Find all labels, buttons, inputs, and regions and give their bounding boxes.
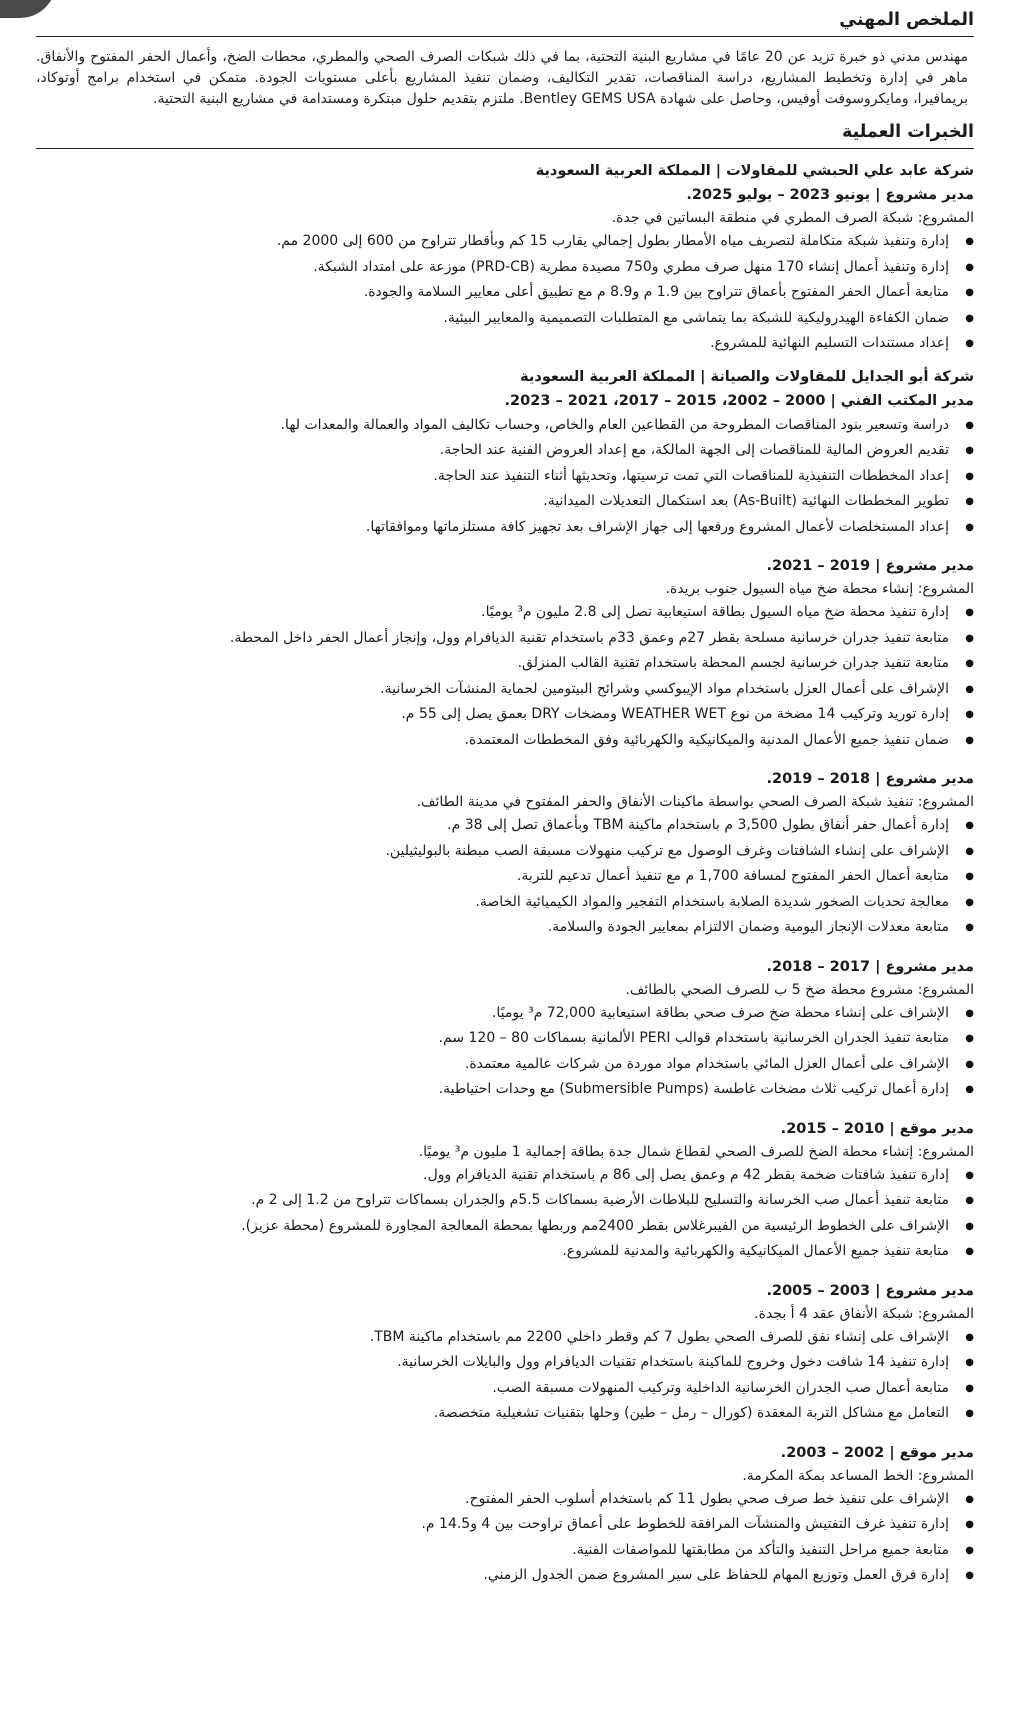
bullet-item: ● الإشراف على أعمال العزل باستخدام مواد الإيبوكسي وشرائح البيتومين لحماية المنشآت الخرسانية.: [36, 677, 949, 703]
role-title: مدير مشروع | 2019 – 2021.: [766, 558, 974, 574]
role-block: [36, 955, 974, 1103]
bullet-item: ● الإشراف على تنفيذ خط صرف صحي بطول 11 كم باستخدام أسلوب الحفر المفتوح.: [36, 1487, 949, 1513]
role-block: [36, 767, 974, 941]
bullet-item: ● متابعة جميع مراحل التنفيذ والتأكد من مطابقتها للمواصفات الفنية.: [36, 1538, 949, 1564]
project-line: المشروع: شبكة الأنفاق عقد 4 أ بجدة.: [754, 1305, 974, 1322]
bullet-item: ● إدارة تنفيذ غرف التفتيش والمنشآت المرافقة للخطوط على أعماق تراوحت بين 4 و14.5 م.: [36, 1512, 949, 1538]
bullet-item: ● متابعة تنفيذ جميع الأعمال الميكانيكية والكهربائية والمدنية للمشروع.: [36, 1239, 949, 1265]
bullet-list: [36, 1001, 974, 1103]
bullet-item: ● الإشراف على أعمال العزل المائي باستخدام مواد موردة من شركات عالمية معتمدة.: [36, 1052, 949, 1078]
bullet-list: [36, 813, 974, 941]
bullet-item: ● الإشراف على إنشاء محطة ضخ صرف صحي بطاقة استيعابية 72,000 م³ يوميًا.: [36, 1001, 949, 1027]
bullet-item: ● إعداد المستخلصات لأعمال المشروع ورفعها إلى جهاز الإشراف بعد تجهيز كافة مستلزماتها وموافقاتها.: [36, 515, 949, 541]
company-block: [36, 365, 974, 1589]
bullet-item: ● إدارة وتنفيذ شبكة متكاملة لتصريف مياه الأمطار بطول إجمالي يقارب 15 كم وبأقطار تتراوح من 600 إلى 2000 مم.: [36, 229, 949, 255]
bullet-item: ● متابعة أعمال الحفر المفتوح لمسافة 1,700 م مع تنفيذ أعمال تدعيم للتربة.: [36, 864, 949, 890]
role-title: مدير المكتب الفني | 2000 – 2002، 2015 – 2017، 2021 – 2023.: [504, 392, 974, 409]
role-block: [36, 389, 974, 541]
role-block: [36, 1441, 974, 1589]
bullet-item: ● إدارة وتنفيذ أعمال إنشاء 170 منهل صرف مطري و750 مصيدة مطرية (PRD-CB) موزعة على امتداد الشبكة.: [36, 255, 949, 281]
bullet-item: ● إعداد مستندات التسليم النهائية للمشروع.: [36, 331, 949, 357]
bullet-item: ● إعداد المخططات التنفيذية للمناقصات التي تمت ترسيتها، وتحديثها أثناء التنفيذ عند الحاجة.: [36, 464, 949, 490]
bullet-item: ● إدارة تنفيذ 14 شافت دخول وخروج للماكينة باستخدام تقنيات الديافرام وول والبايلات الخرسانية.: [36, 1350, 949, 1376]
role-title: مدير موقع | 2002 – 2003.: [780, 1444, 974, 1461]
bullet-item: ● متابعة تنفيذ أعمال صب الخرسانة والتسليح للبلاطات الأرضية بسماكات 5.5م والجدران بسماكات تتراوح من 1.2 إلى 2 م.: [36, 1188, 949, 1214]
role-title: مدير مشروع | 2017 – 2018.: [766, 958, 974, 975]
role-block: [36, 1117, 974, 1265]
bullet-item: ● متابعة معدلات الإنجاز اليومية وضمان الالتزام بمعايير الجودة والسلامة.: [36, 915, 949, 941]
bullet-item: ● متابعة تنفيذ جدران خرسانية لجسم المحطة باستخدام تقنية القالب المنزلق.: [36, 651, 949, 677]
role-title: مدير مشروع | يونيو 2023 – يوليو 2025.: [686, 187, 974, 203]
role-block: [36, 183, 974, 357]
bullet-list: [36, 1163, 974, 1265]
bullet-item: ● تطوير المخططات النهائية (As-Built) بعد استكمال التعديلات الميدانية.: [36, 489, 949, 515]
bullet-item: ● إدارة توريد وتركيب 14 مضخة من نوع WEATHER WET ومضخات DRY بعمق يصل إلى 55 م.: [36, 702, 949, 728]
bullet-item: ● ضمان الكفاءة الهيدروليكية للشبكة بما يتماشى مع المتطلبات التصميمية والمعايير البيئية.: [36, 306, 949, 332]
bullet-item: ● متابعة تنفيذ جدران خرسانية مسلحة بقطر 27م وعمق 33م باستخدام تقنية الديافرام وول، وإنجاز أعمال الحفر داخل المحطة.: [36, 626, 949, 652]
bullet-item: ● إدارة تنفيذ شافتات ضخمة بقطر 42 م وعمق يصل إلى 86 م باستخدام تقنية الديافرام وول.: [36, 1163, 949, 1189]
summary-heading: الملخص المهني: [36, 6, 974, 37]
role-title: مدير موقع | 2010 – 2015.: [780, 1120, 974, 1137]
bullet-list: [36, 600, 974, 753]
bullet-item: ● الإشراف على الخطوط الرئيسية من الفيبرغلاس بقطر 2400مم وربطها بمحطة المعالجة المجاورة للمشروع (محطة عزيز).: [36, 1214, 949, 1240]
bullet-list: [36, 1325, 974, 1427]
company-name: شركة عابد علي الحبشي للمقاولات | المملكة العربية السعودية: [535, 163, 974, 179]
summary-text: مهندس مدني ذو خبرة تزيد عن 20 عامًا في مشاريع البنية التحتية، بما في ذلك شبكات الصرف الصحي والمطري، محطات الضخ، وأعمال الحفر المفتوح والأنفاق. ماهر في إدارة وتخطيط المشاريع، دراسة المناقصات، تقدير التكاليف، وضمان تنفيذ المشاريع بأعلى مستويات الجودة. متمكن في استخدام برامج أوتوكاد، بريمافيرا، ومايكروسوفت أوفيس، وحاصل على شهادة Bentley GEMS USA. ملتزم بتقديم حلول مبتكرة ومستدامة في مشاريع البنية التحتية.: [36, 49, 968, 107]
experience-heading: الخبرات العملية: [36, 118, 974, 149]
role-title: مدير مشروع | 2018 – 2019.: [766, 771, 974, 787]
resume-page: [36, 6, 974, 1589]
project-line: المشروع: تنفيذ شبكة الصرف الصحي بواسطة ماكينات الأنفاق والحفر المفتوح في مدينة الطائف.: [416, 794, 974, 810]
bullet-list: [36, 229, 974, 357]
company-block: [36, 159, 974, 357]
project-line: المشروع: مشروع محطة ضخ 5 ب للصرف الصحي بالطائف.: [625, 981, 974, 998]
bullet-list: [36, 1487, 974, 1589]
bullet-item: ● متابعة أعمال صب الجدران الخرسانية الداخلية وتركيب المنهولات مسبقة الصب.: [36, 1376, 949, 1402]
bullet-item: ● دراسة وتسعير بنود المناقصات المطروحة من القطاعين العام والخاص، وحساب تكاليف المواد والعمالة والمعدات لها.: [36, 413, 949, 439]
experience-list: [36, 159, 974, 1589]
project-line: المشروع: الخط المساعد بمكة المكرمة.: [742, 1467, 974, 1484]
role-block: [36, 554, 974, 753]
project-line: المشروع: شبكة الصرف المطري في منطقة البساتين في جدة.: [611, 210, 974, 226]
bullet-item: ● ضمان تنفيذ جميع الأعمال المدنية والميكانيكية والكهربائية وفق المخططات المعتمدة.: [36, 728, 949, 754]
bullet-item: ● متابعة أعمال الحفر المفتوح بأعماق تتراوح بين 1.9 م و8.9 م مع تطبيق أعلى معايير السلامة والجودة.: [36, 280, 949, 306]
bullet-item: ● إدارة تنفيذ محطة ضخ مياه السيول بطاقة استيعابية تصل إلى 2.8 مليون م³ يوميًا.: [36, 600, 949, 626]
bullet-item: ● الإشراف على إنشاء نفق للصرف الصحي بطول 7 كم وقطر داخلي 2200 مم باستخدام ماكينة TBM.: [36, 1325, 949, 1351]
role-title: مدير مشروع | 2003 – 2005.: [766, 1282, 974, 1299]
bullet-item: ● إدارة فرق العمل وتوزيع المهام للحفاظ على سير المشروع ضمن الجدول الزمني.: [36, 1563, 949, 1589]
project-line: المشروع: إنشاء محطة ضخ مياه السيول جنوب بريدة.: [665, 581, 974, 597]
bullet-item: ● إدارة أعمال حفر أنفاق بطول 3,500 م باستخدام ماكينة TBM وبأعماق تصل إلى 38 م.: [36, 813, 949, 839]
company-name: شركة أبو الجدايل للمقاولات والصيانة | المملكة العربية السعودية: [520, 368, 974, 385]
project-line: المشروع: إنشاء محطة الضخ للصرف الصحي لقطاع شمال جدة بطاقة إجمالية 1 مليون م³ يوميًا.: [418, 1143, 974, 1160]
bullet-list: [36, 413, 974, 541]
bullet-item: ● معالجة تحديات الصخور شديدة الصلابة باستخدام التفجير والمواد الكيميائية الخاصة.: [36, 890, 949, 916]
bullet-item: ● التعامل مع مشاكل التربة المعقدة (كورال – رمل – طين) وحلها بتقنيات تشغيلية متخصصة.: [36, 1401, 949, 1427]
bullet-item: ● متابعة تنفيذ الجدران الخرسانية باستخدام قوالب PERI الألمانية بسماكات 80 – 120 سم.: [36, 1026, 949, 1052]
role-block: [36, 1279, 974, 1427]
bullet-item: ● تقديم العروض المالية للمناقصات إلى الجهة المالكة، مع إعداد العروض الفنية عند الحاجة.: [36, 438, 949, 464]
bullet-item: ● إدارة أعمال تركيب ثلاث مضخات غاطسة (Submersible Pumps) مع وحدات احتياطية.: [36, 1077, 949, 1103]
bullet-item: ● الإشراف على إنشاء الشافتات وغرف الوصول مع تركيب منهولات مسبقة الصب مبطنة بالبوليثيلين.: [36, 839, 949, 865]
